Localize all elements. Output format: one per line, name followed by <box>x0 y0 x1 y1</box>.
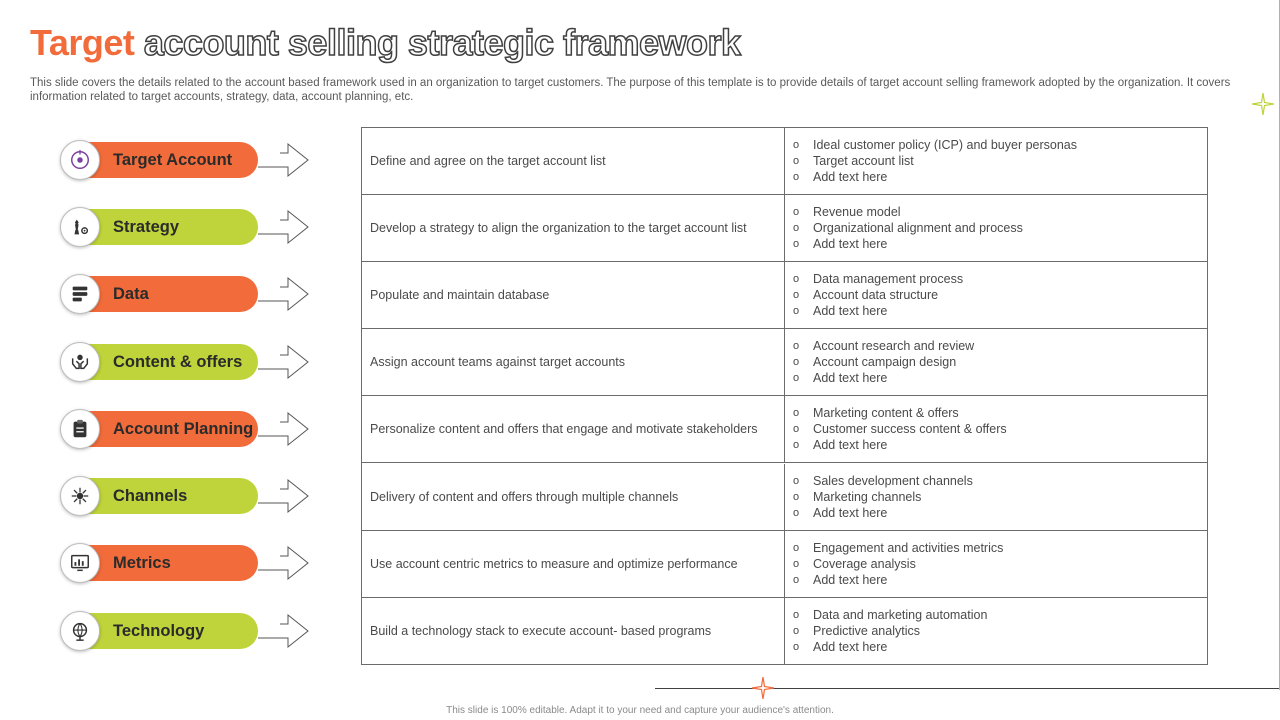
list-item-text: Ideal customer policy (ICP) and buyer personas <box>813 138 1078 152</box>
slide-title <box>30 22 741 64</box>
list-item <box>793 540 1199 556</box>
table-row <box>362 329 1207 396</box>
list-item-text: Marketing channels <box>813 489 922 504</box>
right-arrow-icon <box>258 276 310 312</box>
right-arrow-icon <box>258 209 310 245</box>
row-description: Delivery of content and offers through multiple channels <box>362 464 785 530</box>
stage-label: Content & offers <box>113 353 243 371</box>
list-item <box>793 607 1199 623</box>
stage-item <box>60 409 315 451</box>
title-accent: Target <box>30 22 135 63</box>
bullet-marker: o <box>793 439 800 452</box>
bullet-marker: o <box>793 490 800 503</box>
bullet-marker: o <box>793 372 800 385</box>
list-item-text: Sales development channels <box>813 473 973 488</box>
bullet-marker: o <box>793 305 800 318</box>
bullet-marker: o <box>793 206 800 219</box>
list-item-text: Target account list <box>813 154 914 168</box>
list-item <box>793 405 1199 421</box>
list-item-text: Account research and review <box>813 339 975 354</box>
list-item <box>793 271 1199 287</box>
bullet-marker: o <box>793 171 800 183</box>
table-row <box>362 598 1207 665</box>
list-item <box>793 236 1199 252</box>
table-row <box>362 531 1207 598</box>
table-row <box>362 396 1207 463</box>
bottom-divider <box>655 688 1279 689</box>
stage-item <box>60 476 315 518</box>
hands-offer-icon <box>60 342 100 382</box>
list-item <box>793 169 1199 185</box>
list-item-text: Data management process <box>813 272 964 287</box>
list-item-text: Add text here <box>813 572 888 587</box>
network-hub-icon <box>60 476 100 516</box>
bullet-marker: o <box>793 340 800 353</box>
framework-table <box>361 127 1208 665</box>
list-item <box>793 437 1199 453</box>
bullet-marker: o <box>793 222 800 235</box>
stage-label: Target Account <box>113 151 233 169</box>
stage-label: Account Planning <box>113 420 254 438</box>
row-bullet-list <box>785 128 1207 194</box>
right-arrow-icon <box>258 545 310 581</box>
title-rest: account selling strategic framework <box>143 22 741 63</box>
row-description: Personalize content and offers that engage and motivate stakeholders <box>362 396 785 462</box>
list-item-text: Customer success content & offers <box>813 422 1007 437</box>
stage-label: Channels <box>113 487 188 505</box>
row-bullet-list <box>785 464 1207 530</box>
stage-pill <box>78 276 258 312</box>
list-item <box>793 338 1199 354</box>
list-item <box>793 421 1199 437</box>
list-item-text: Organizational alignment and process <box>813 221 1023 236</box>
row-description: Build a technology stack to execute account- based programs <box>362 598 785 665</box>
bullet-marker: o <box>793 289 800 302</box>
row-bullet-list <box>785 262 1207 328</box>
monitor-chart-icon <box>60 543 100 583</box>
list-item <box>793 505 1199 521</box>
target-icon <box>60 140 100 180</box>
right-arrow-icon <box>258 142 310 178</box>
table-row <box>362 464 1207 531</box>
right-arrow-icon <box>258 344 310 380</box>
stage-item <box>60 611 315 653</box>
table-row <box>362 262 1207 329</box>
bullet-marker: o <box>793 423 800 436</box>
bullet-marker: o <box>793 474 800 487</box>
list-item-text: Account data structure <box>813 288 939 303</box>
row-description: Define and agree on the target account list <box>362 128 785 194</box>
list-item <box>793 287 1199 303</box>
bullet-marker: o <box>793 506 800 519</box>
clipboard-icon <box>60 409 100 449</box>
list-item <box>793 303 1199 319</box>
list-item <box>793 556 1199 572</box>
list-item-text: Marketing content & offers <box>813 406 959 421</box>
stage-item <box>60 543 315 585</box>
row-description: Assign account teams against target accounts <box>362 329 785 395</box>
bullet-marker: o <box>793 155 800 167</box>
row-bullet-list <box>785 195 1207 261</box>
list-item-text: Coverage analysis <box>813 556 916 571</box>
stage-item <box>60 274 315 316</box>
row-bullet-list <box>785 531 1207 597</box>
row-bullet-list <box>785 598 1207 665</box>
stage-item <box>60 207 315 249</box>
list-item-text: Add text here <box>813 438 888 453</box>
list-item-text: Add text here <box>813 237 888 252</box>
footer-note: This slide is 100% editable. Adapt it to your need and capture your audience's attention. <box>446 705 834 716</box>
list-item-text: Add text here <box>813 505 888 520</box>
bullet-marker: o <box>793 407 800 420</box>
bullet-marker: o <box>793 609 800 622</box>
stage-label: Metrics <box>113 554 171 572</box>
list-item-text: Add text here <box>813 304 888 319</box>
list-item-text: Revenue model <box>813 205 901 220</box>
sparkle-decoration-icon <box>752 677 774 699</box>
right-arrow-icon <box>258 478 310 514</box>
table-row <box>362 128 1207 195</box>
right-arrow-icon <box>258 613 310 649</box>
list-item-text: Add text here <box>813 170 888 184</box>
slide-description: This slide covers the details related to the account based framework used in an organization to target customers. The purpose of this template is to provide details of target account selling framework adopted by the organization. It covers information related to target accounts, strategy, data, account planning, etc. <box>30 77 1231 103</box>
globe-tech-icon <box>60 611 100 651</box>
bullet-marker: o <box>793 625 800 638</box>
list-item <box>793 473 1199 489</box>
bullet-marker: o <box>793 356 800 369</box>
list-item <box>793 153 1199 169</box>
list-item <box>793 489 1199 505</box>
row-bullet-list <box>785 329 1207 395</box>
row-description: Populate and maintain database <box>362 262 785 328</box>
row-description: Use account centric metrics to measure and optimize performance <box>362 531 785 597</box>
list-item <box>793 204 1199 220</box>
bullet-marker: o <box>793 557 800 570</box>
row-description: Develop a strategy to align the organization to the target account list <box>362 195 785 261</box>
stage-label: Strategy <box>113 218 180 236</box>
list-item-text: Data and marketing automation <box>813 608 988 623</box>
stage-label: Data <box>113 285 149 303</box>
list-item-text: Add text here <box>813 371 888 386</box>
list-item-text: Predictive analytics <box>813 624 920 639</box>
bullet-marker: o <box>793 573 800 586</box>
bullet-marker: o <box>793 238 800 251</box>
bullet-marker: o <box>793 273 800 286</box>
right-arrow-icon <box>258 411 310 447</box>
table-row <box>362 195 1207 262</box>
list-item <box>793 623 1199 639</box>
list-item-text: Engagement and activities metrics <box>813 540 1004 555</box>
bullet-marker: o <box>793 541 800 554</box>
list-item-text: Account campaign design <box>813 355 957 370</box>
stage-item <box>60 342 315 384</box>
list-item-text: Add text here <box>813 640 888 655</box>
list-item <box>793 370 1199 386</box>
list-item <box>793 354 1199 370</box>
list-item <box>793 220 1199 236</box>
chess-strategy-icon <box>60 207 100 247</box>
list-item <box>793 137 1199 153</box>
stage-item <box>60 140 315 182</box>
bullet-marker: o <box>793 641 800 654</box>
list-item <box>793 572 1199 588</box>
sparkle-decoration-icon <box>1252 93 1274 115</box>
stage-label: Technology <box>113 622 205 640</box>
bullet-marker: o <box>793 139 800 151</box>
database-icon <box>60 274 100 314</box>
row-bullet-list <box>785 396 1207 462</box>
list-item <box>793 639 1199 655</box>
